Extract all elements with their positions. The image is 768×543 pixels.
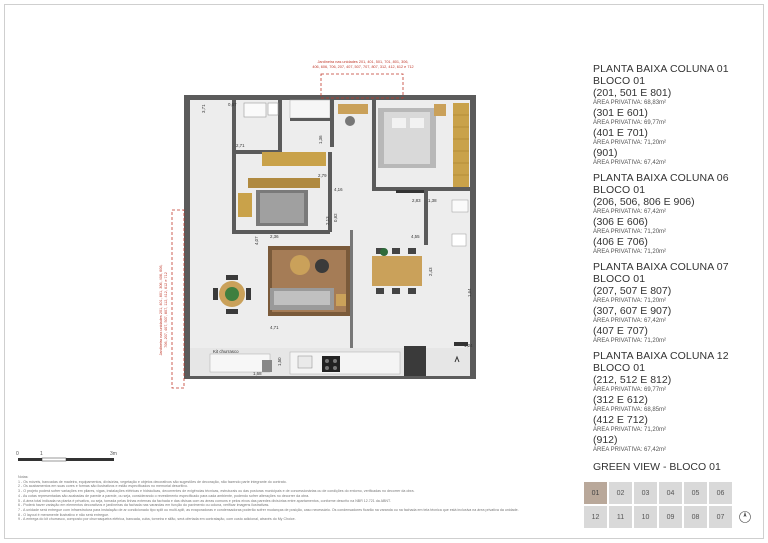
- unit-group: (901): [593, 147, 618, 159]
- door-slide: [396, 190, 424, 193]
- side-note-line2: 706, 207, 407, 507, 807, 112, 412, 612 e 712: [164, 272, 168, 348]
- dim-4: 2,71: [236, 143, 245, 148]
- dim-6: 4,16: [334, 187, 343, 192]
- wall-bed2-bottom: [232, 230, 330, 234]
- unit-group: (307, 607 E 907): [593, 305, 672, 317]
- dim-14: 2,43: [428, 267, 433, 276]
- wall-laundry: [290, 118, 330, 121]
- block-coluna-07: [593, 262, 763, 345]
- block-title: PLANTA BAIXA COLUNA 06: [593, 172, 729, 184]
- laundry-counter: [290, 100, 330, 118]
- side-table: [238, 193, 252, 217]
- key-cell-11: 11: [608, 505, 633, 529]
- wall-bottom: [184, 376, 476, 379]
- dim-13: 4,55: [411, 234, 420, 239]
- coffee-table-2: [315, 259, 329, 273]
- unit-info-panel: [593, 64, 763, 460]
- dim-1: 0,67: [228, 102, 237, 107]
- block-title: PLANTA BAIXA COLUNA 12: [593, 350, 729, 362]
- dim-7: 2,83: [412, 198, 421, 203]
- note-line: 6 - Poderá haver variação em elementos decorativos e jardineiras da fachada nas varandas em função do pavimento ou coluna, verificar imagens ilustrativas.: [18, 503, 270, 508]
- plant-icon: [380, 248, 388, 256]
- key-cell-12: 12: [583, 505, 608, 529]
- unit-group: (207, 507 E 807): [593, 285, 672, 297]
- kit-churrasco: [210, 354, 270, 372]
- unit-area: ÁREA PRIVATIVA: 69,77m²: [593, 387, 667, 393]
- dim-12: 2,36: [270, 234, 279, 239]
- block-coluna-01: [593, 64, 763, 167]
- dim-18: 1,68: [253, 371, 262, 376]
- block-subtitle: BLOCO 01: [593, 272, 646, 285]
- dim-2: 3,71: [201, 104, 206, 113]
- scale-one: 1: [40, 451, 43, 457]
- unit-area: ÁREA PRIVATIVA: 71,20m²: [593, 229, 667, 235]
- unit-group: (306 E 606): [593, 216, 648, 228]
- desk: [338, 104, 368, 114]
- key-cell-07: 07: [708, 505, 733, 529]
- unit-area: ÁREA PRIVATIVA: 68,83m²: [593, 100, 667, 106]
- dim-10: 0,82: [333, 213, 338, 222]
- key-cell-09: 09: [658, 505, 683, 529]
- unit-group: (301 E 601): [593, 107, 648, 119]
- wall-dining: [350, 230, 353, 348]
- block-title: PLANTA BAIXA COLUNA 07: [593, 261, 729, 273]
- unit-area: ÁREA PRIVATIVA: 71,20m²: [593, 249, 667, 255]
- wall-right: [470, 95, 476, 378]
- block-subtitle: BLOCO 01: [593, 361, 646, 374]
- dining-table: [372, 256, 422, 286]
- grill: [262, 360, 272, 372]
- kitchen-sink: [298, 356, 312, 368]
- block-subtitle: BLOCO 01: [593, 183, 646, 196]
- nightstand: [434, 104, 446, 116]
- unit-area: ÁREA PRIVATIVA: 71,20m²: [593, 427, 667, 433]
- unit-group: (406 E 706): [593, 236, 648, 248]
- pillow-2: [410, 118, 424, 128]
- scale-three: 3m: [110, 451, 117, 457]
- note-line: 5 - A área total indicada na planta é privativa, ou seja, tomada pelas linhas externas da fachada e das divisas com as áreas comuns e pelos eixos das paredes divisórias entre apartamentos, conforme descrito na NBR 12.721 da ABNT.: [18, 498, 391, 503]
- scale-bar: [18, 458, 114, 461]
- unit-area: ÁREA PRIVATIVA: 68,85m²: [593, 407, 667, 413]
- dim-11: 4,07: [254, 236, 259, 245]
- note-line: 8 - O layout é meramente ilustrativo e não será entregue.: [18, 512, 110, 517]
- note-line: 1 - Os móveis, bancadas de madeira, equipamentos, divisórias, vegetação e objetos decorativos são sugestões de decoração, não fazendo parte integrante do contrato.: [18, 479, 287, 484]
- key-cell-08: 08: [683, 505, 708, 529]
- unit-area: ÁREA PRIVATIVA: 71,20m²: [593, 298, 667, 304]
- dim-8: 1,38: [428, 198, 437, 203]
- kit-label: Kit churrasco: [213, 349, 239, 354]
- bed-second-sheet: [260, 193, 304, 223]
- unit-group: (912): [593, 434, 618, 446]
- unit-area: ÁREA PRIVATIVA: 67,42m²: [593, 160, 667, 166]
- wall-bed1-left: [372, 97, 376, 189]
- note-line: 9 - A entrega do kit churrasco, composto por churrasqueira elétrica, bancada, cuba, torneira e sifão, será ofertada em contratação, com custo adicional, através do My Choice.: [18, 517, 296, 522]
- scale-zero: 0: [16, 451, 19, 457]
- wardrobe-1: [453, 103, 469, 187]
- sofa-seat: [274, 291, 330, 305]
- block-coluna-06: [593, 173, 763, 256]
- toilet-2-icon: [452, 234, 466, 246]
- green-view-title: GREEN VIEW - BLOCO 01: [593, 461, 721, 473]
- unit-group: (201, 501 E 801): [593, 87, 672, 99]
- unit-area: ÁREA PRIVATIVA: 71,20m²: [593, 338, 667, 344]
- key-cell-05: 05: [683, 481, 708, 505]
- pillow-1: [392, 118, 406, 128]
- unit-area: ÁREA PRIVATIVA: 67,42m²: [593, 447, 667, 453]
- planter-top: [321, 74, 403, 98]
- notes-title: Notas:: [18, 475, 29, 479]
- unit-group: (401 E 701): [593, 127, 648, 139]
- coffee-table-1: [290, 255, 310, 275]
- cooktop-icon: [322, 356, 340, 372]
- scale-labels: [16, 451, 117, 457]
- note-line: 4 - As cotas representadas são acabadas de parede a parede, ou seja, considerando o revestimento especificado para cada ambiente, podendo sofrer alterações no decorrer da obra.: [18, 493, 310, 498]
- shelf: [248, 178, 320, 188]
- sink-2: [452, 200, 468, 212]
- wall-bed2-left: [232, 152, 236, 232]
- wardrobe-2: [262, 152, 326, 166]
- chair-icon: [345, 116, 355, 126]
- wall-top: [184, 95, 474, 100]
- key-plan: [583, 481, 733, 529]
- header-note-line2: 406, 606, 706, 207, 407, 507, 707, 807, 312, 412, 612 e 712: [312, 65, 414, 69]
- header-note-line1: Jardineira nas unidades 201, 401, 501, 701, 801, 306,: [317, 60, 409, 64]
- unit-area: ÁREA PRIVATIVA: 67,42m²: [593, 209, 667, 215]
- planter-left: [172, 210, 184, 388]
- key-cell-10: 10: [633, 505, 658, 529]
- unit-group: (407 E 707): [593, 325, 648, 337]
- dim-16: 4,71: [270, 325, 279, 330]
- block-subtitle: BLOCO 01: [593, 74, 646, 87]
- notes: [18, 475, 578, 522]
- block-coluna-12: [593, 351, 763, 454]
- key-cell-02: 02: [608, 481, 633, 505]
- balcony-plant-icon: [225, 287, 239, 301]
- wall-corridor: [330, 97, 334, 147]
- key-cell-06: 06: [708, 481, 733, 505]
- dim-17: 1,24: [464, 343, 473, 348]
- note-line: 2 - Os acabamentos em suas cores e formas são ilustrativos e estão especificados no memorial descritivo.: [18, 484, 188, 489]
- toilet-icon: [268, 103, 278, 115]
- key-cell-04: 04: [658, 481, 683, 505]
- key-cell-01: 01: [583, 481, 608, 505]
- side-note-line1: Jardineira nas unidades 201, 401, 801, 306, 406, 606,: [159, 264, 163, 356]
- note-line: 7 - A unidade será entregue com infraestrutura para instalação de ar condicionado tipo split ou multi-split, as evaporadoras e condensadoras poderão sofrer mudanças de posição, caso necessário. Os condensadores ficarão na varanda ou na fachada em tela técnica que está inclusiva na área privativa da unidade.: [18, 507, 519, 512]
- fridge: [404, 346, 426, 376]
- dim-3: 1,36: [318, 135, 323, 144]
- dim-9: 2,13: [325, 216, 330, 225]
- north-arrow-icon: [738, 510, 752, 524]
- dim-5: 2,79: [318, 173, 327, 178]
- unit-group: (206, 506, 806 E 906): [593, 196, 695, 208]
- unit-group: (412 E 712): [593, 414, 648, 426]
- dim-15: 1,64: [467, 288, 472, 297]
- dim-19: 1,50: [277, 357, 282, 366]
- unit-group: (312 E 612): [593, 394, 648, 406]
- wall-bath-right: [278, 97, 282, 152]
- note-line: 3 - O projeto poderá sofrer variações em pilares, vigas, instalações elétricas e hidráulicas, decorrentes de exigências técnicas, estruturais ou das posturas municipais e de concessionárias ou de condições do entorno, verificadas no decorrer da obra.: [18, 489, 415, 494]
- sink: [244, 103, 266, 117]
- block-title: PLANTA BAIXA COLUNA 01: [593, 63, 729, 75]
- unit-area: ÁREA PRIVATIVA: 67,42m²: [593, 318, 667, 324]
- wall-left: [184, 97, 190, 378]
- side-table-2: [336, 294, 346, 306]
- unit-area: ÁREA PRIVATIVA: 71,20m²: [593, 140, 667, 146]
- unit-group: (212, 512 E 812): [593, 374, 672, 386]
- unit-area: ÁREA PRIVATIVA: 69,77m²: [593, 120, 667, 126]
- key-cell-03: 03: [633, 481, 658, 505]
